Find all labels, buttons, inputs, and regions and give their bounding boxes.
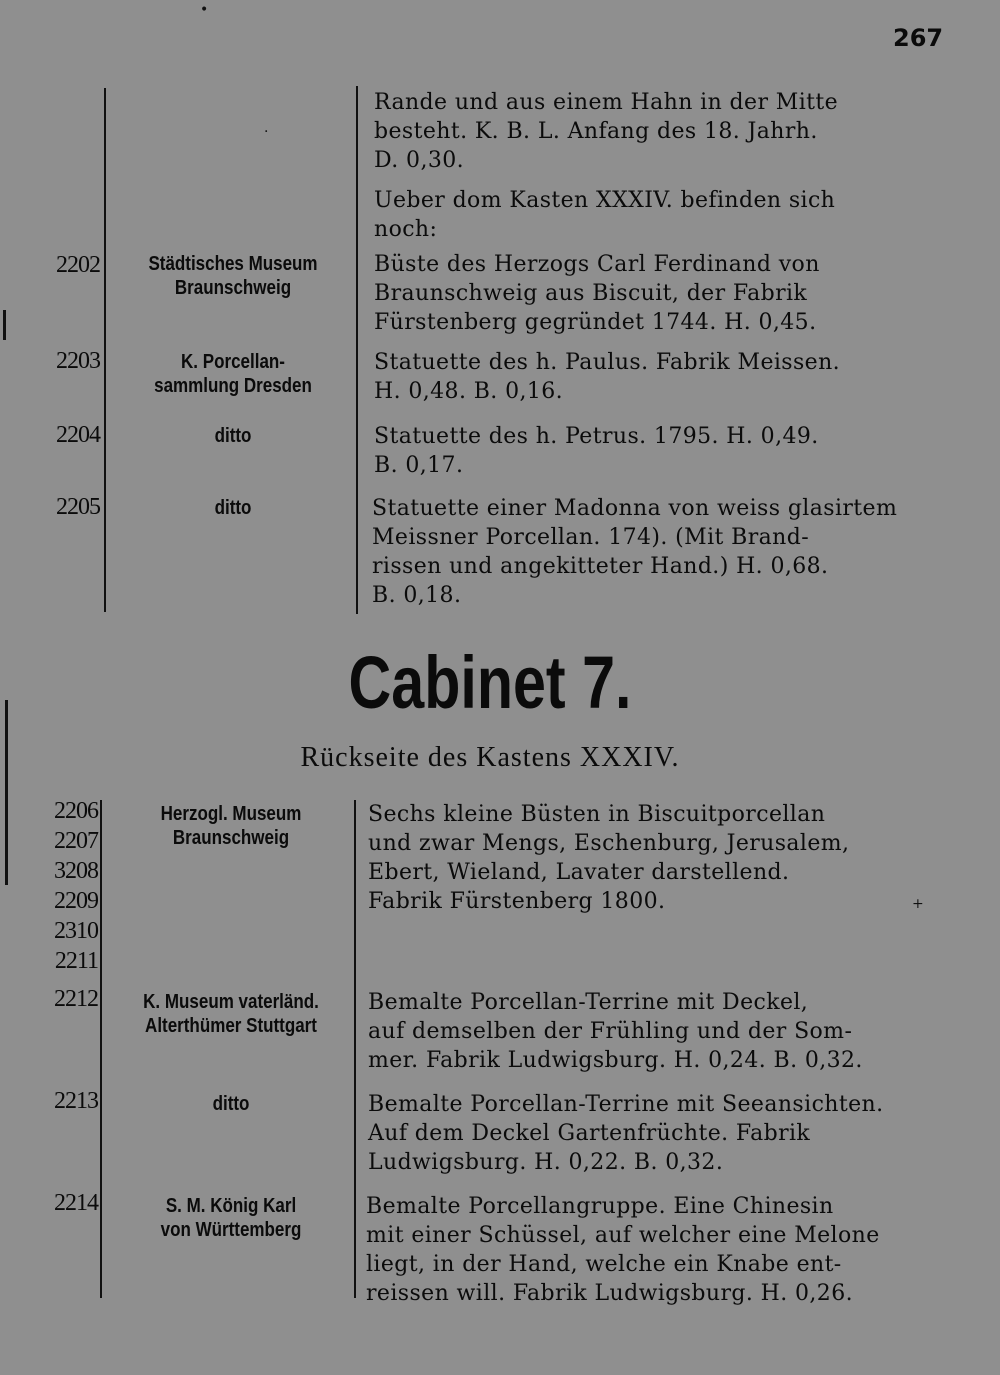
lender: K. Porcellan- sammlung Dresden: [154, 351, 312, 397]
print-speck: +: [912, 896, 924, 912]
catalog-number: 2205: [56, 494, 100, 520]
column-rule: [354, 800, 356, 1298]
text-line: D. 0,30.: [374, 148, 465, 173]
catalog-number: 2204: [56, 422, 100, 448]
text-line: besteht. K. B. L. Anfang des 18. Jahrh.: [374, 119, 818, 144]
section-note: [374, 186, 938, 244]
catalog-number: 2214: [54, 1190, 98, 1216]
entry-description: Sechs kleine Büsten in Biscuitporcellan und zwar Mengs, Eschenburg, Jerusalem, Ebert, Wieland, Lavater darstellend. Fabrik Fürstenberg 1800.: [368, 802, 850, 914]
catalog-number: 2212: [54, 986, 98, 1012]
print-speck: •: [200, 2, 209, 18]
margin-mark: [3, 310, 6, 340]
lender: K. Museum vaterländ. Alterthümer Stuttgart: [143, 991, 319, 1037]
entry-description: Statuette einer Madonna von weiss glasirtem Meissner Porcellan. 174). (Mit Brand- rissen und angekitteter Hand.) H. 0,68. B. 0,18.: [372, 496, 898, 608]
lender: Städtisches Museum Braunschweig: [148, 253, 318, 299]
catalog-number: 2203: [56, 348, 100, 374]
column-rule: [356, 86, 358, 614]
lender: S. M. König Karl von Württemberg: [160, 1195, 302, 1241]
catalog-number: 2213: [54, 1088, 98, 1114]
entry-description: Büste des Herzogs Carl Ferdinand von Braunschweig aus Biscuit, der Fabrik Fürstenberg gegründet 1744. H. 0,45.: [374, 252, 820, 335]
section-subtitle: Rückseite des Kastens XXXIV.: [300, 742, 680, 773]
cabinet-heading: Cabinet 7.: [348, 641, 632, 724]
column-rule: [100, 800, 102, 1298]
lender: ditto: [214, 425, 252, 447]
lender: ditto: [214, 497, 252, 519]
entry-description: Bemalte Porcellangruppe. Eine Chinesin mit einer Schüssel, auf welcher eine Melone liegt, in der Hand, welche ein Knabe ent- reissen will. Fabrik Ludwigsburg. H. 0,26.: [366, 1194, 880, 1306]
continuation-text: [374, 88, 938, 175]
text-line: noch:: [374, 217, 438, 242]
lender: ditto: [212, 1093, 250, 1115]
text-line: Rande und aus einem Hahn in der Mitte: [374, 90, 839, 115]
entry-description: Bemalte Porcellan-Terrine mit Seeansichten. Auf dem Deckel Gartenfrüchte. Fabrik Ludwigsburg. H. 0,22. B. 0,32.: [368, 1092, 884, 1175]
print-speck: ·: [264, 124, 269, 140]
entry-description: Statuette des h. Paulus. Fabrik Meissen. H. 0,48. B. 0,16.: [374, 350, 841, 404]
entry-description: Statuette des h. Petrus. 1795. H. 0,49. B. 0,17.: [374, 424, 819, 478]
lender: Herzogl. Museum Braunschweig: [160, 803, 302, 849]
page-number: 267: [893, 24, 944, 52]
text-line: Ueber dom Kasten XXXIV. befinden sich: [374, 188, 836, 213]
column-rule: [104, 88, 106, 612]
entry-description: Bemalte Porcellan-Terrine mit Deckel, auf demselben der Frühling und der Som- mer. Fabrik Ludwigsburg. H. 0,24. B. 0,32.: [368, 990, 863, 1073]
catalog-number-group: 2206 2207 3208 2209 2310 2211: [54, 798, 98, 974]
catalog-number: 2202: [56, 252, 100, 278]
